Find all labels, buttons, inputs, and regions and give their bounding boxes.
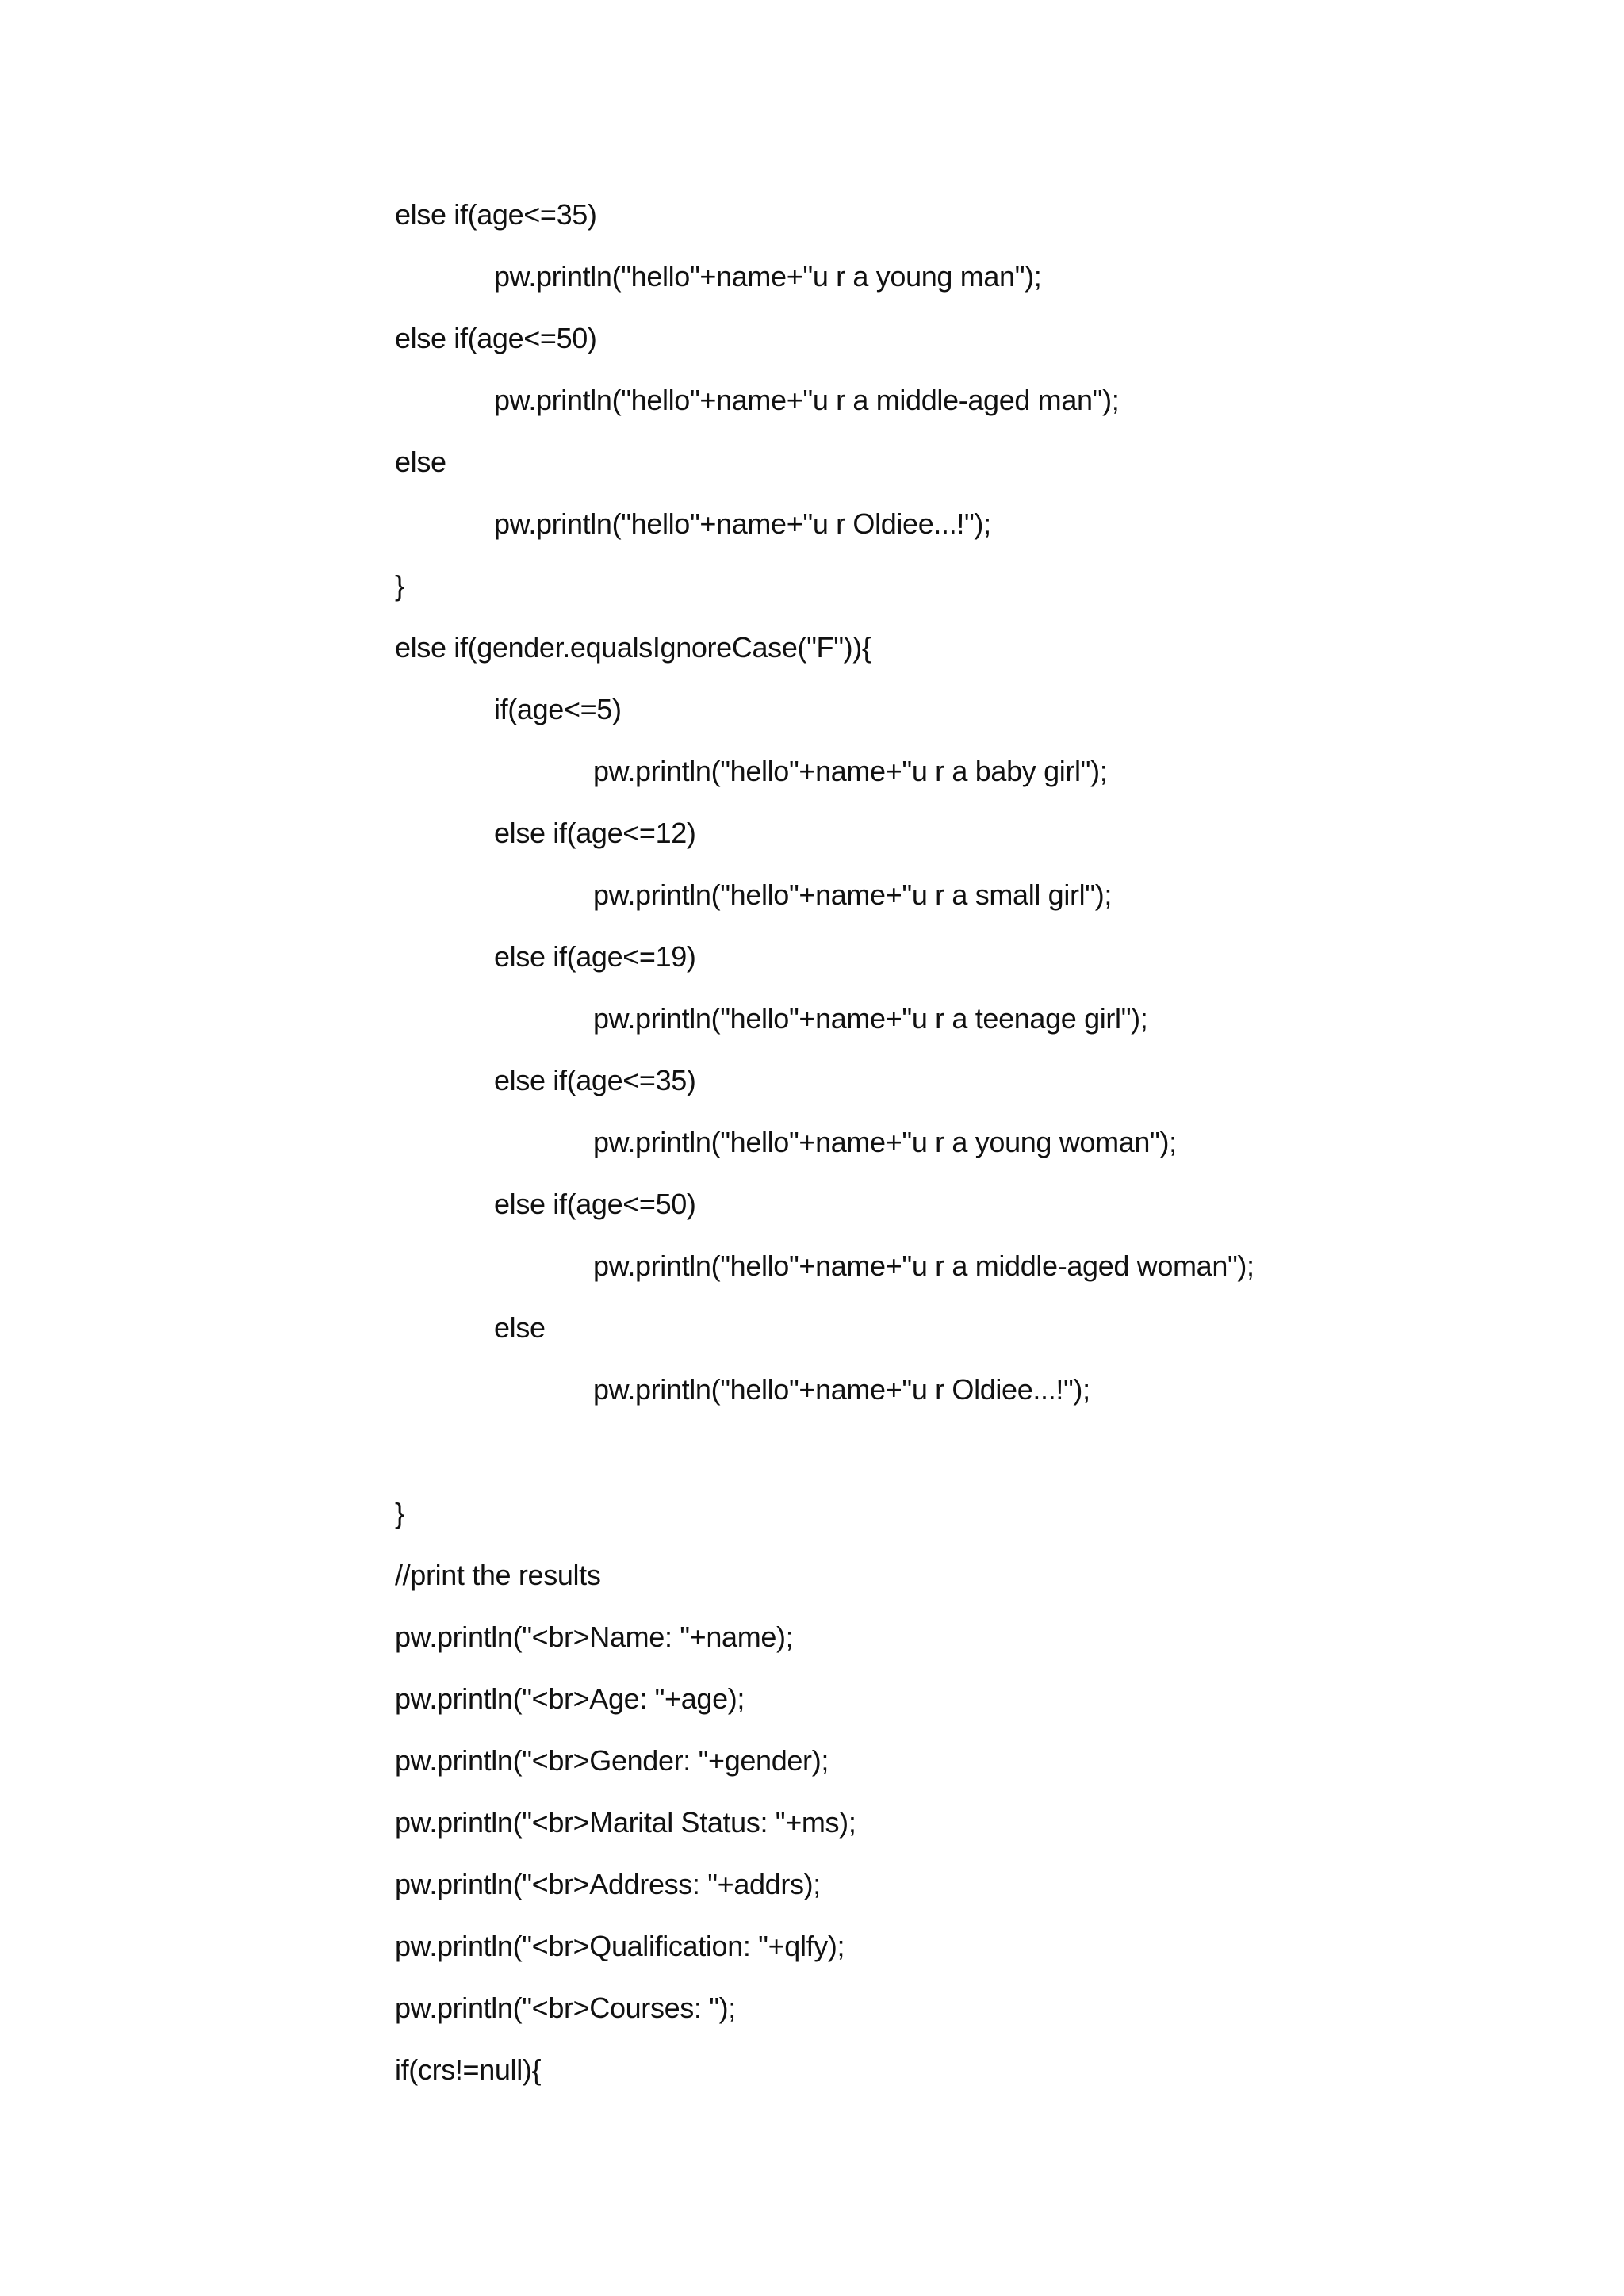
code-line: pw.println("hello"+name+"u r a baby girl");	[593, 755, 1108, 787]
code-line: pw.println("<br>Age: "+age);	[395, 1682, 745, 1715]
code-line: pw.println("<br>Address: "+addrs);	[395, 1868, 821, 1900]
code-line: pw.println("<br>Marital Status: "+ms);	[395, 1806, 856, 1839]
code-line: else if(age<=50)	[494, 1188, 696, 1220]
code-line: else if(gender.equalsIgnoreCase("F")){	[395, 631, 871, 664]
code-line: pw.println("hello"+name+"u r a middle-aged woman");	[593, 1249, 1254, 1282]
code-line: if(age<=5)	[494, 693, 622, 725]
code-line: pw.println("hello"+name+"u r a small girl");	[593, 878, 1112, 911]
code-line: else	[395, 446, 446, 478]
code-comment: //print the results	[395, 1559, 601, 1591]
code-line: else if(age<=35)	[494, 1064, 696, 1096]
code-line: pw.println("<br>Gender: "+gender);	[395, 1744, 829, 1777]
code-line: pw.println("hello"+name+"u r Oldiee...!");	[593, 1373, 1090, 1406]
code-line: else if(age<=19)	[494, 940, 696, 973]
code-line: pw.println("<br>Courses: ");	[395, 1992, 736, 2024]
code-line: else if(age<=35)	[395, 198, 597, 231]
code-line: pw.println("hello"+name+"u r a teenage girl");	[593, 1002, 1148, 1035]
code-line: else	[494, 1311, 546, 1344]
code-line: pw.println("hello"+name+"u r a middle-aged man");	[494, 384, 1120, 416]
code-line: if(crs!=null){	[395, 2053, 542, 2086]
code-line: }	[395, 569, 404, 602]
code-line: pw.println("<br>Qualification: "+qlfy);	[395, 1930, 845, 1962]
code-line: else if(age<=50)	[395, 322, 597, 354]
code-line: pw.println("hello"+name+"u r a young woman");	[593, 1126, 1177, 1158]
code-line: else if(age<=12)	[494, 817, 696, 849]
code-line: pw.println("<br>Name: "+name);	[395, 1621, 794, 1653]
code-line: }	[395, 1497, 404, 1529]
code-line: pw.println("hello"+name+"u r a young man");	[494, 260, 1042, 293]
code-line: pw.println("hello"+name+"u r Oldiee...!");	[494, 507, 991, 540]
